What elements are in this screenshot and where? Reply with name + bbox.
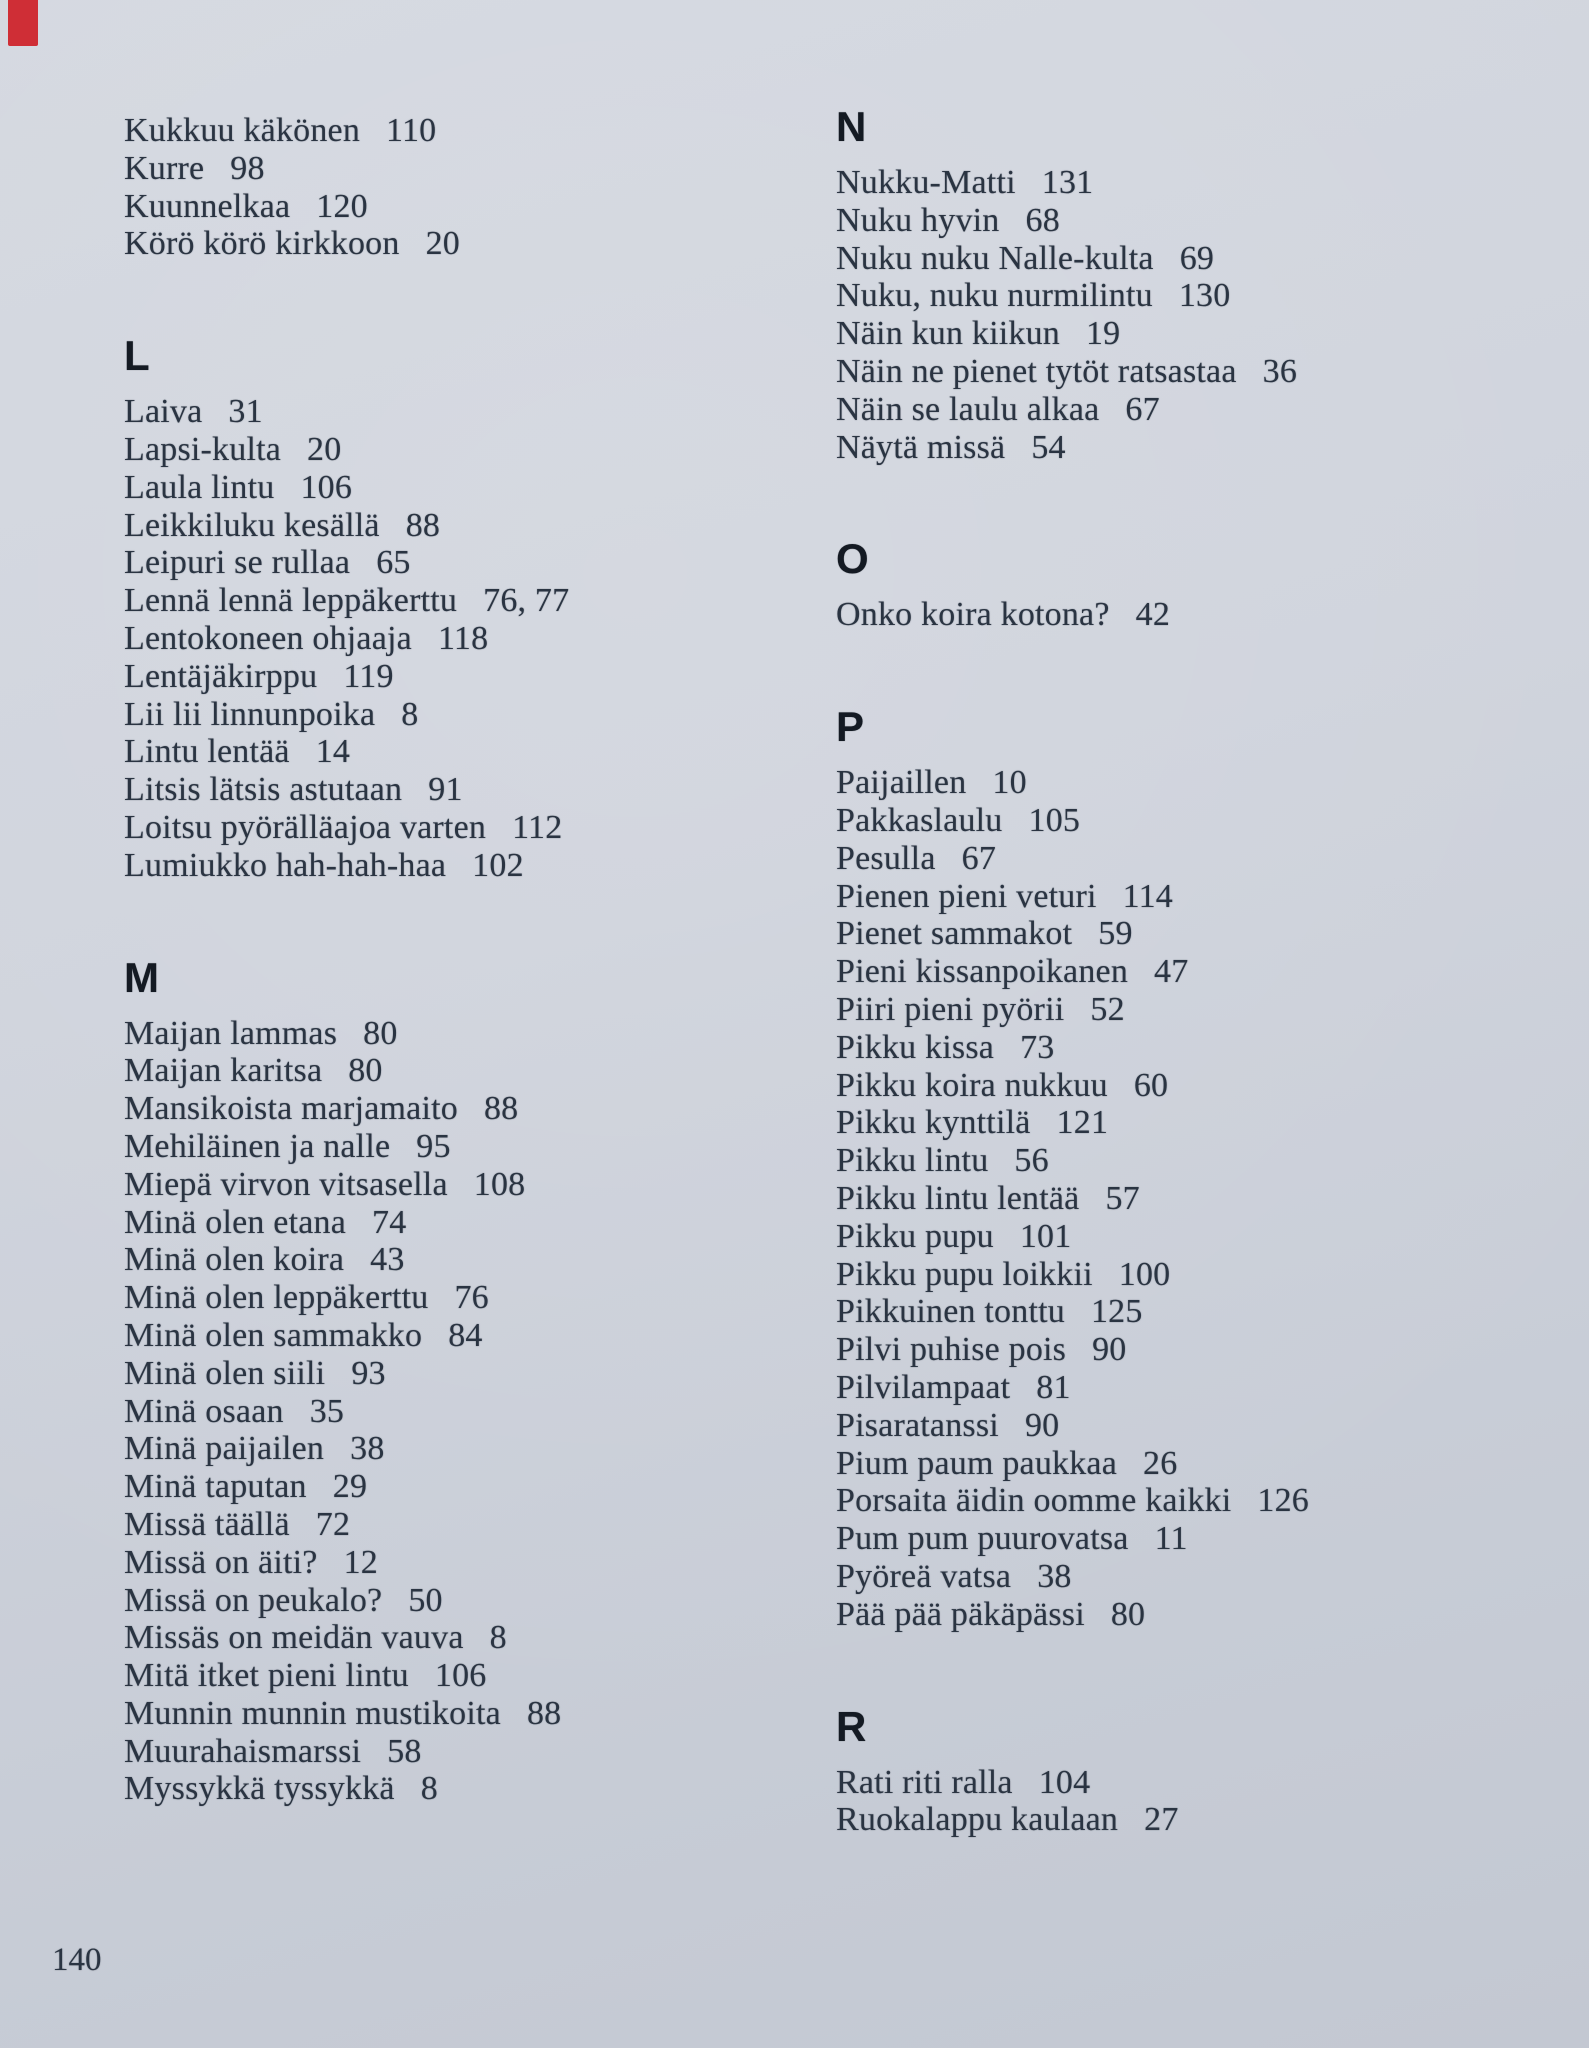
index-entry xyxy=(124,225,764,263)
index-entry xyxy=(836,1218,1556,1256)
entry-title: Minä olen leppäkerttu xyxy=(124,1279,429,1317)
index-section-P xyxy=(836,704,1556,1633)
entry-page-number: 52 xyxy=(1090,990,1125,1028)
entry-page-number: 8 xyxy=(401,695,419,733)
entry-title: Pium paum paukkaa xyxy=(836,1444,1118,1482)
entry-page-number: 91 xyxy=(428,771,463,809)
entry-page-number: 80 xyxy=(363,1014,398,1052)
entry-page-number: 38 xyxy=(350,1430,385,1468)
index-entry xyxy=(124,150,764,188)
entry-page-number: 76, 77 xyxy=(483,582,570,620)
entry-page-number: 74 xyxy=(372,1203,407,1241)
entry-title: Näytä missä xyxy=(836,428,1006,466)
entry-page-number: 47 xyxy=(1154,953,1189,991)
entry-page-number: 110 xyxy=(386,112,437,149)
entry-page-number: 60 xyxy=(1133,1066,1169,1104)
index-entry xyxy=(124,507,764,545)
entry-page-number: 106 xyxy=(300,468,353,506)
entry-page-number: 73 xyxy=(1020,1028,1055,1066)
entry-title: Minä taputan xyxy=(124,1468,307,1506)
entry-title: Pilvi puhise pois xyxy=(836,1331,1067,1369)
index-entry xyxy=(124,1052,764,1090)
index-entry xyxy=(836,429,1556,467)
entry-page-number: 95 xyxy=(416,1127,451,1165)
entry-title: Pikku koira nukkuu xyxy=(836,1066,1108,1104)
entry-title: Näin se laulu alkaa xyxy=(836,390,1100,428)
entry-title: Pää pää päkäpässi xyxy=(836,1595,1085,1633)
entry-page-number: 80 xyxy=(1110,1595,1146,1633)
page-number: 140 xyxy=(52,1942,102,1978)
index-entry xyxy=(836,1142,1556,1180)
index-entry xyxy=(124,188,764,226)
index-entry xyxy=(836,277,1556,315)
index-entry xyxy=(124,1317,764,1355)
entry-title: Minä olen etana xyxy=(124,1203,347,1241)
entry-title: Pienet sammakot xyxy=(836,915,1073,953)
entry-page-number: 76 xyxy=(454,1279,489,1317)
section-letter-R: R xyxy=(836,1702,867,1750)
entry-title: Pisaratanssi xyxy=(836,1406,999,1444)
entry-title: Pikku kissa xyxy=(836,1028,995,1066)
index-left-column xyxy=(124,112,764,1808)
entry-page-number: 118 xyxy=(437,619,489,657)
entry-title: Minä paijailen xyxy=(124,1430,325,1468)
section-letter-P: P xyxy=(836,703,865,751)
index-entry xyxy=(836,1029,1556,1067)
entry-title: Missä täällä xyxy=(124,1505,290,1543)
entry-title: Kuunnelkaa xyxy=(124,187,291,225)
entry-page-number: 67 xyxy=(961,839,997,877)
index-entry xyxy=(836,1520,1556,1558)
entry-title: Mehiläinen ja nalle xyxy=(124,1127,391,1165)
entry-title: Pikku kynttilä xyxy=(836,1104,1031,1142)
entry-title: Pikku lintu xyxy=(836,1142,989,1180)
entry-title: Pienen pieni veturi xyxy=(836,877,1097,915)
entry-page-number: 93 xyxy=(351,1354,386,1392)
entry-page-number: 126 xyxy=(1257,1482,1309,1520)
entry-page-number: 98 xyxy=(230,149,265,187)
entry-title: Lii lii linnunpoika xyxy=(124,695,376,733)
entry-page-number: 102 xyxy=(472,846,524,884)
entry-title: Lennä lennä leppäkerttu xyxy=(124,582,458,620)
entry-page-number: 125 xyxy=(1090,1293,1143,1331)
section-letter-L: L xyxy=(124,332,150,380)
index-entry xyxy=(124,1733,764,1771)
entry-page-number: 19 xyxy=(1085,315,1121,353)
index-entry xyxy=(836,353,1556,391)
entry-title: Pakkaslaulu xyxy=(836,801,1003,839)
entry-page-number: 84 xyxy=(448,1316,483,1354)
index-entry xyxy=(836,1256,1556,1294)
entry-page-number: 131 xyxy=(1041,164,1094,201)
index-entry xyxy=(124,847,764,885)
index-entry xyxy=(124,582,764,620)
entry-page-number: 43 xyxy=(370,1241,405,1279)
entry-title: Pyöreä vatsa xyxy=(836,1557,1012,1595)
entry-page-number: 14 xyxy=(315,733,351,771)
index-entry xyxy=(124,1506,764,1544)
entry-title: Maijan lammas xyxy=(124,1014,338,1052)
entry-title: Näin kun kiikun xyxy=(836,315,1060,353)
entry-page-number: 65 xyxy=(376,544,411,582)
entry-title: Loitsu pyörälläajoa varten xyxy=(124,808,487,846)
index-right-column xyxy=(836,104,1556,1839)
index-entry xyxy=(124,1128,764,1166)
entry-page-number: 100 xyxy=(1118,1255,1171,1293)
entry-title: Maijan karitsa xyxy=(124,1052,323,1090)
entry-title: Leikkiluku kesällä xyxy=(124,506,380,544)
entry-title: Pieni kissanpoikanen xyxy=(836,953,1129,991)
entry-page-number: 88 xyxy=(405,506,441,544)
index-section-O xyxy=(836,536,1556,634)
section-letter-N: N xyxy=(836,103,867,150)
entry-page-number: 20 xyxy=(425,225,460,263)
index-entry xyxy=(836,764,1556,802)
index-entry xyxy=(836,1293,1556,1331)
index-entry xyxy=(836,164,1556,202)
entry-title: Nuku, nuku nurmilintu xyxy=(836,277,1153,315)
entry-page-number: 8 xyxy=(489,1619,507,1657)
entry-page-number: 20 xyxy=(307,430,342,468)
index-entry xyxy=(836,315,1556,353)
entry-page-number: 59 xyxy=(1098,915,1133,953)
index-entry xyxy=(836,991,1556,1029)
entry-title: Nukku-Matti xyxy=(836,164,1016,201)
entry-page-number: 26 xyxy=(1143,1444,1178,1482)
entry-page-number: 90 xyxy=(1092,1331,1127,1369)
entry-title: Minä olen siili xyxy=(124,1354,326,1392)
index-entry xyxy=(124,1015,764,1053)
section-letter-O: O xyxy=(836,535,869,583)
index-entry xyxy=(836,802,1556,840)
entry-page-number: 11 xyxy=(1154,1520,1188,1558)
entry-title: Missä on äiti? xyxy=(124,1543,318,1581)
index-entry xyxy=(836,1369,1556,1407)
entry-title: Lentokoneen ohjaaja xyxy=(124,619,412,657)
index-entry xyxy=(124,1619,764,1657)
entry-page-number: 88 xyxy=(526,1694,562,1732)
entry-title: Minä olen koira xyxy=(124,1241,345,1279)
index-entry xyxy=(124,1582,764,1620)
entry-page-number: 56 xyxy=(1014,1142,1049,1180)
entry-page-number: 120 xyxy=(316,187,368,225)
entry-page-number: 38 xyxy=(1037,1557,1072,1595)
entry-title: Ruokalappu kaulaan xyxy=(836,1801,1119,1839)
entry-title: Myssykkä tyssykkä xyxy=(124,1770,395,1808)
entry-page-number: 29 xyxy=(332,1468,368,1506)
index-entry xyxy=(124,1204,764,1242)
index-entry xyxy=(836,915,1556,953)
index-entry xyxy=(124,1430,764,1468)
section-letter-M: M xyxy=(124,953,159,1001)
index-entry xyxy=(124,1241,764,1279)
entry-page-number: 50 xyxy=(408,1581,443,1619)
entry-page-number: 27 xyxy=(1144,1801,1179,1839)
index-section-continued xyxy=(124,112,764,263)
entry-title: Kurre xyxy=(124,149,205,187)
index-entry xyxy=(124,431,764,469)
index-entry xyxy=(124,1279,764,1317)
entry-title: Kukkuu käkönen xyxy=(124,112,361,149)
entry-page-number: 31 xyxy=(228,393,263,431)
entry-title: Pikkuinen tonttu xyxy=(836,1293,1065,1331)
entry-title: Laiva xyxy=(124,393,203,431)
index-entry xyxy=(124,1544,764,1582)
entry-page-number: 36 xyxy=(1262,352,1298,390)
index-entry xyxy=(124,1355,764,1393)
index-entry xyxy=(836,1558,1556,1596)
entry-title: Pikku lintu lentää xyxy=(836,1179,1080,1217)
entry-title: Paijaillen xyxy=(836,764,967,802)
entry-title: Mitä itket pieni lintu xyxy=(124,1657,409,1695)
entry-title: Missäs on meidän vauva xyxy=(124,1619,464,1657)
entry-title: Näin ne pienet tytöt ratsastaa xyxy=(836,352,1237,390)
entry-title: Lapsi-kulta xyxy=(124,430,282,468)
entry-page-number: 121 xyxy=(1056,1104,1109,1142)
entry-page-number: 104 xyxy=(1038,1763,1091,1801)
index-entry xyxy=(836,953,1556,991)
index-entry xyxy=(124,809,764,847)
entry-page-number: 8 xyxy=(420,1770,438,1808)
index-entry xyxy=(836,1104,1556,1142)
entry-title: Munnin munnin mustikoita xyxy=(124,1694,501,1732)
index-entry xyxy=(836,878,1556,916)
index-section-M xyxy=(124,955,764,1809)
entry-page-number: 67 xyxy=(1125,390,1160,428)
entry-title: Lumiukko hah-hah-haa xyxy=(124,846,447,884)
entry-page-number: 101 xyxy=(1019,1217,1072,1255)
entry-page-number: 35 xyxy=(309,1392,345,1430)
index-entry xyxy=(836,1180,1556,1218)
entry-title: Minä osaan xyxy=(124,1392,284,1430)
index-entry xyxy=(124,1468,764,1506)
index-entry xyxy=(836,840,1556,878)
entry-page-number: 80 xyxy=(348,1052,383,1090)
entry-title: Nuku hyvin xyxy=(836,201,1000,239)
entry-page-number: 90 xyxy=(1024,1406,1060,1444)
entry-title: Lintu lentää xyxy=(124,733,290,771)
entry-page-number: 130 xyxy=(1178,277,1231,315)
entry-page-number: 68 xyxy=(1025,201,1060,239)
index-entry xyxy=(836,1801,1556,1839)
entry-title: Nuku nuku Nalle-kulta xyxy=(836,239,1154,277)
index-entry xyxy=(836,1596,1556,1634)
index-entry xyxy=(836,202,1556,240)
entry-page-number: 108 xyxy=(473,1165,526,1203)
entry-title: Missä on peukalo? xyxy=(124,1581,383,1619)
index-entry xyxy=(124,469,764,507)
entry-page-number: 54 xyxy=(1031,428,1066,466)
entry-page-number: 69 xyxy=(1179,239,1215,277)
entry-title: Onko koira kotona? xyxy=(836,596,1110,634)
index-entry xyxy=(124,1657,764,1695)
entry-title: Rati riti ralla xyxy=(836,1763,1013,1801)
entry-page-number: 12 xyxy=(343,1543,378,1581)
index-section-N xyxy=(836,104,1556,466)
index-entry xyxy=(836,1482,1556,1520)
entry-page-number: 106 xyxy=(434,1657,487,1695)
entry-title: Pilvilampaat xyxy=(836,1368,1011,1406)
entry-page-number: 119 xyxy=(343,657,394,695)
index-entry xyxy=(836,596,1556,634)
entry-title: Pikku pupu loikkii xyxy=(836,1255,1093,1293)
index-section-R xyxy=(836,1704,1556,1840)
index-entry xyxy=(124,1166,764,1204)
entry-title: Miepä virvon vitsasella xyxy=(124,1165,448,1203)
index-section-L xyxy=(124,333,764,884)
entry-page-number: 114 xyxy=(1122,877,1173,915)
entry-page-number: 105 xyxy=(1028,801,1081,839)
entry-page-number: 81 xyxy=(1036,1368,1071,1406)
entry-title: Leipuri se rullaa xyxy=(124,544,351,582)
index-entry xyxy=(836,1407,1556,1445)
entry-title: Litsis lätsis astutaan xyxy=(124,771,403,809)
entry-page-number: 10 xyxy=(992,764,1027,802)
entry-page-number: 88 xyxy=(483,1090,519,1128)
entry-title: Piiri pieni pyörii xyxy=(836,990,1065,1028)
index-entry xyxy=(124,112,764,150)
index-entry xyxy=(836,1764,1556,1802)
entry-title: Pikku pupu xyxy=(836,1217,994,1255)
entry-title: Pesulla xyxy=(836,839,936,877)
entry-title: Porsaita äidin oomme kaikki xyxy=(836,1482,1232,1520)
index-entry xyxy=(124,620,764,658)
entry-title: Körö körö kirkkoon xyxy=(124,225,400,263)
index-entry xyxy=(124,658,764,696)
entry-title: Lentäjäkirppu xyxy=(124,657,318,695)
index-entry xyxy=(836,1445,1556,1483)
entry-title: Laula lintu xyxy=(124,468,275,506)
entry-title: Muurahaismarssi xyxy=(124,1732,362,1770)
index-entry xyxy=(124,696,764,734)
index-entry xyxy=(836,391,1556,429)
entry-title: Mansikoista marjamaito xyxy=(124,1090,458,1128)
index-entry xyxy=(124,1393,764,1431)
entry-title: Pum pum puurovatsa xyxy=(836,1520,1129,1558)
index-entry xyxy=(836,1331,1556,1369)
entry-title: Minä olen sammakko xyxy=(124,1316,423,1354)
entry-page-number: 57 xyxy=(1105,1179,1140,1217)
index-entry xyxy=(124,1770,764,1808)
index-entry xyxy=(124,733,764,771)
index-entry xyxy=(124,544,764,582)
entry-page-number: 112 xyxy=(512,808,563,846)
index-entry xyxy=(124,771,764,809)
index-entry xyxy=(836,240,1556,278)
entry-page-number: 72 xyxy=(315,1505,351,1543)
entry-page-number: 58 xyxy=(387,1732,422,1770)
red-edge-bookmark xyxy=(8,0,38,46)
index-entry xyxy=(124,1695,764,1733)
index-entry xyxy=(124,1090,764,1128)
entry-page-number: 42 xyxy=(1135,596,1171,634)
index-entry xyxy=(836,1067,1556,1105)
index-entry xyxy=(124,393,764,431)
